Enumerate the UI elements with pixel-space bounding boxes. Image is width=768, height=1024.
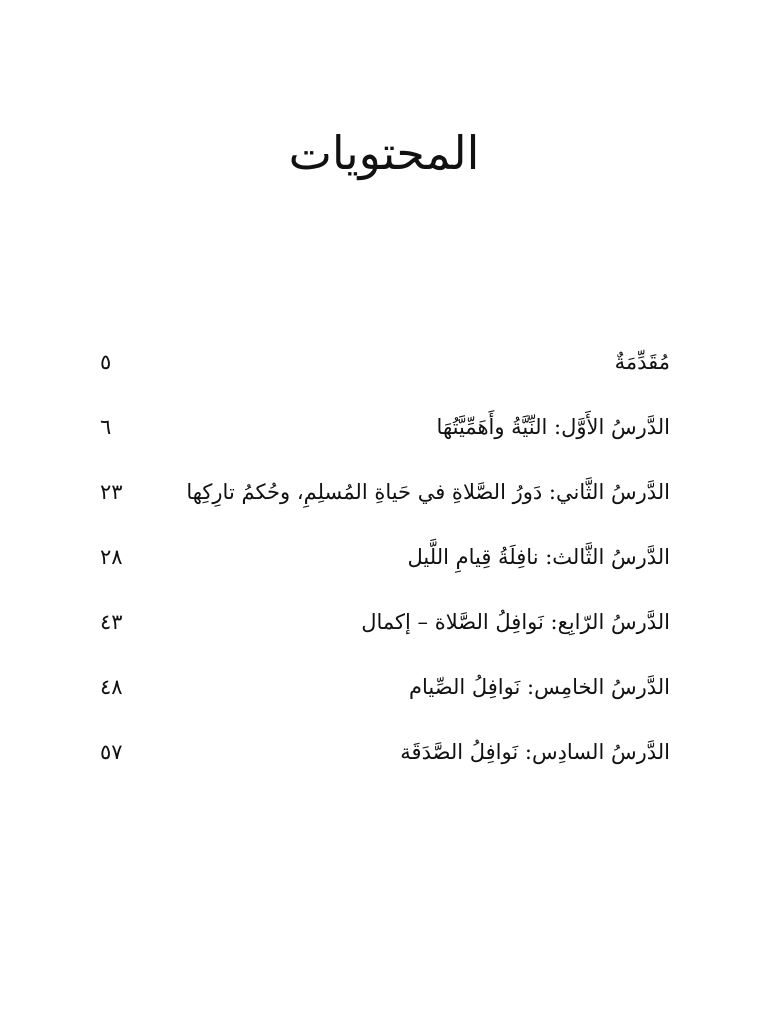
toc-entry-title: الدَّرسُ الخامِس: نَوافِلُ الصِّيام	[409, 675, 670, 699]
table-of-contents	[100, 330, 670, 785]
toc-entry	[100, 525, 670, 590]
toc-entry-page: ٥٧	[100, 740, 123, 764]
toc-entry	[100, 720, 670, 785]
toc-entry-page: ٢٣	[100, 480, 123, 504]
toc-entry-title: الدَّرسُ الرّابِع: نَوافِلُ الصَّلاة – إكمال	[361, 610, 670, 634]
toc-entry-page: ٥	[100, 350, 112, 374]
toc-entry	[100, 460, 670, 525]
toc-entry-title: الدَّرسُ الأَوَّل: النِّيَّةُ وأَهَمِّيَّتُهَا	[436, 415, 670, 439]
page-title: المحتويات	[288, 126, 480, 180]
toc-entry-title: الدَّرسُ السادِس: نَوافِلُ الصَّدَقَة	[400, 740, 670, 764]
toc-entry	[100, 395, 670, 460]
toc-entry-page: ٦	[100, 415, 112, 439]
toc-entry-page: ٢٨	[100, 545, 123, 569]
toc-entry-page: ٤٣	[100, 610, 123, 634]
toc-entry	[100, 330, 670, 395]
toc-entry-page: ٤٨	[100, 675, 123, 699]
toc-entry	[100, 655, 670, 720]
toc-entry-title: الدَّرسُ الثَّالث: نافِلَةُ قِيامِ اللَّيل	[407, 545, 670, 569]
toc-entry-title: مُقَدِّمَةٌ	[614, 350, 670, 374]
toc-entry	[100, 590, 670, 655]
toc-entry-title: الدَّرسُ الثَّاني: دَورُ الصَّلاةِ في حَياةِ المُسلِمِ، وحُكمُ تارِكِها	[186, 480, 670, 504]
